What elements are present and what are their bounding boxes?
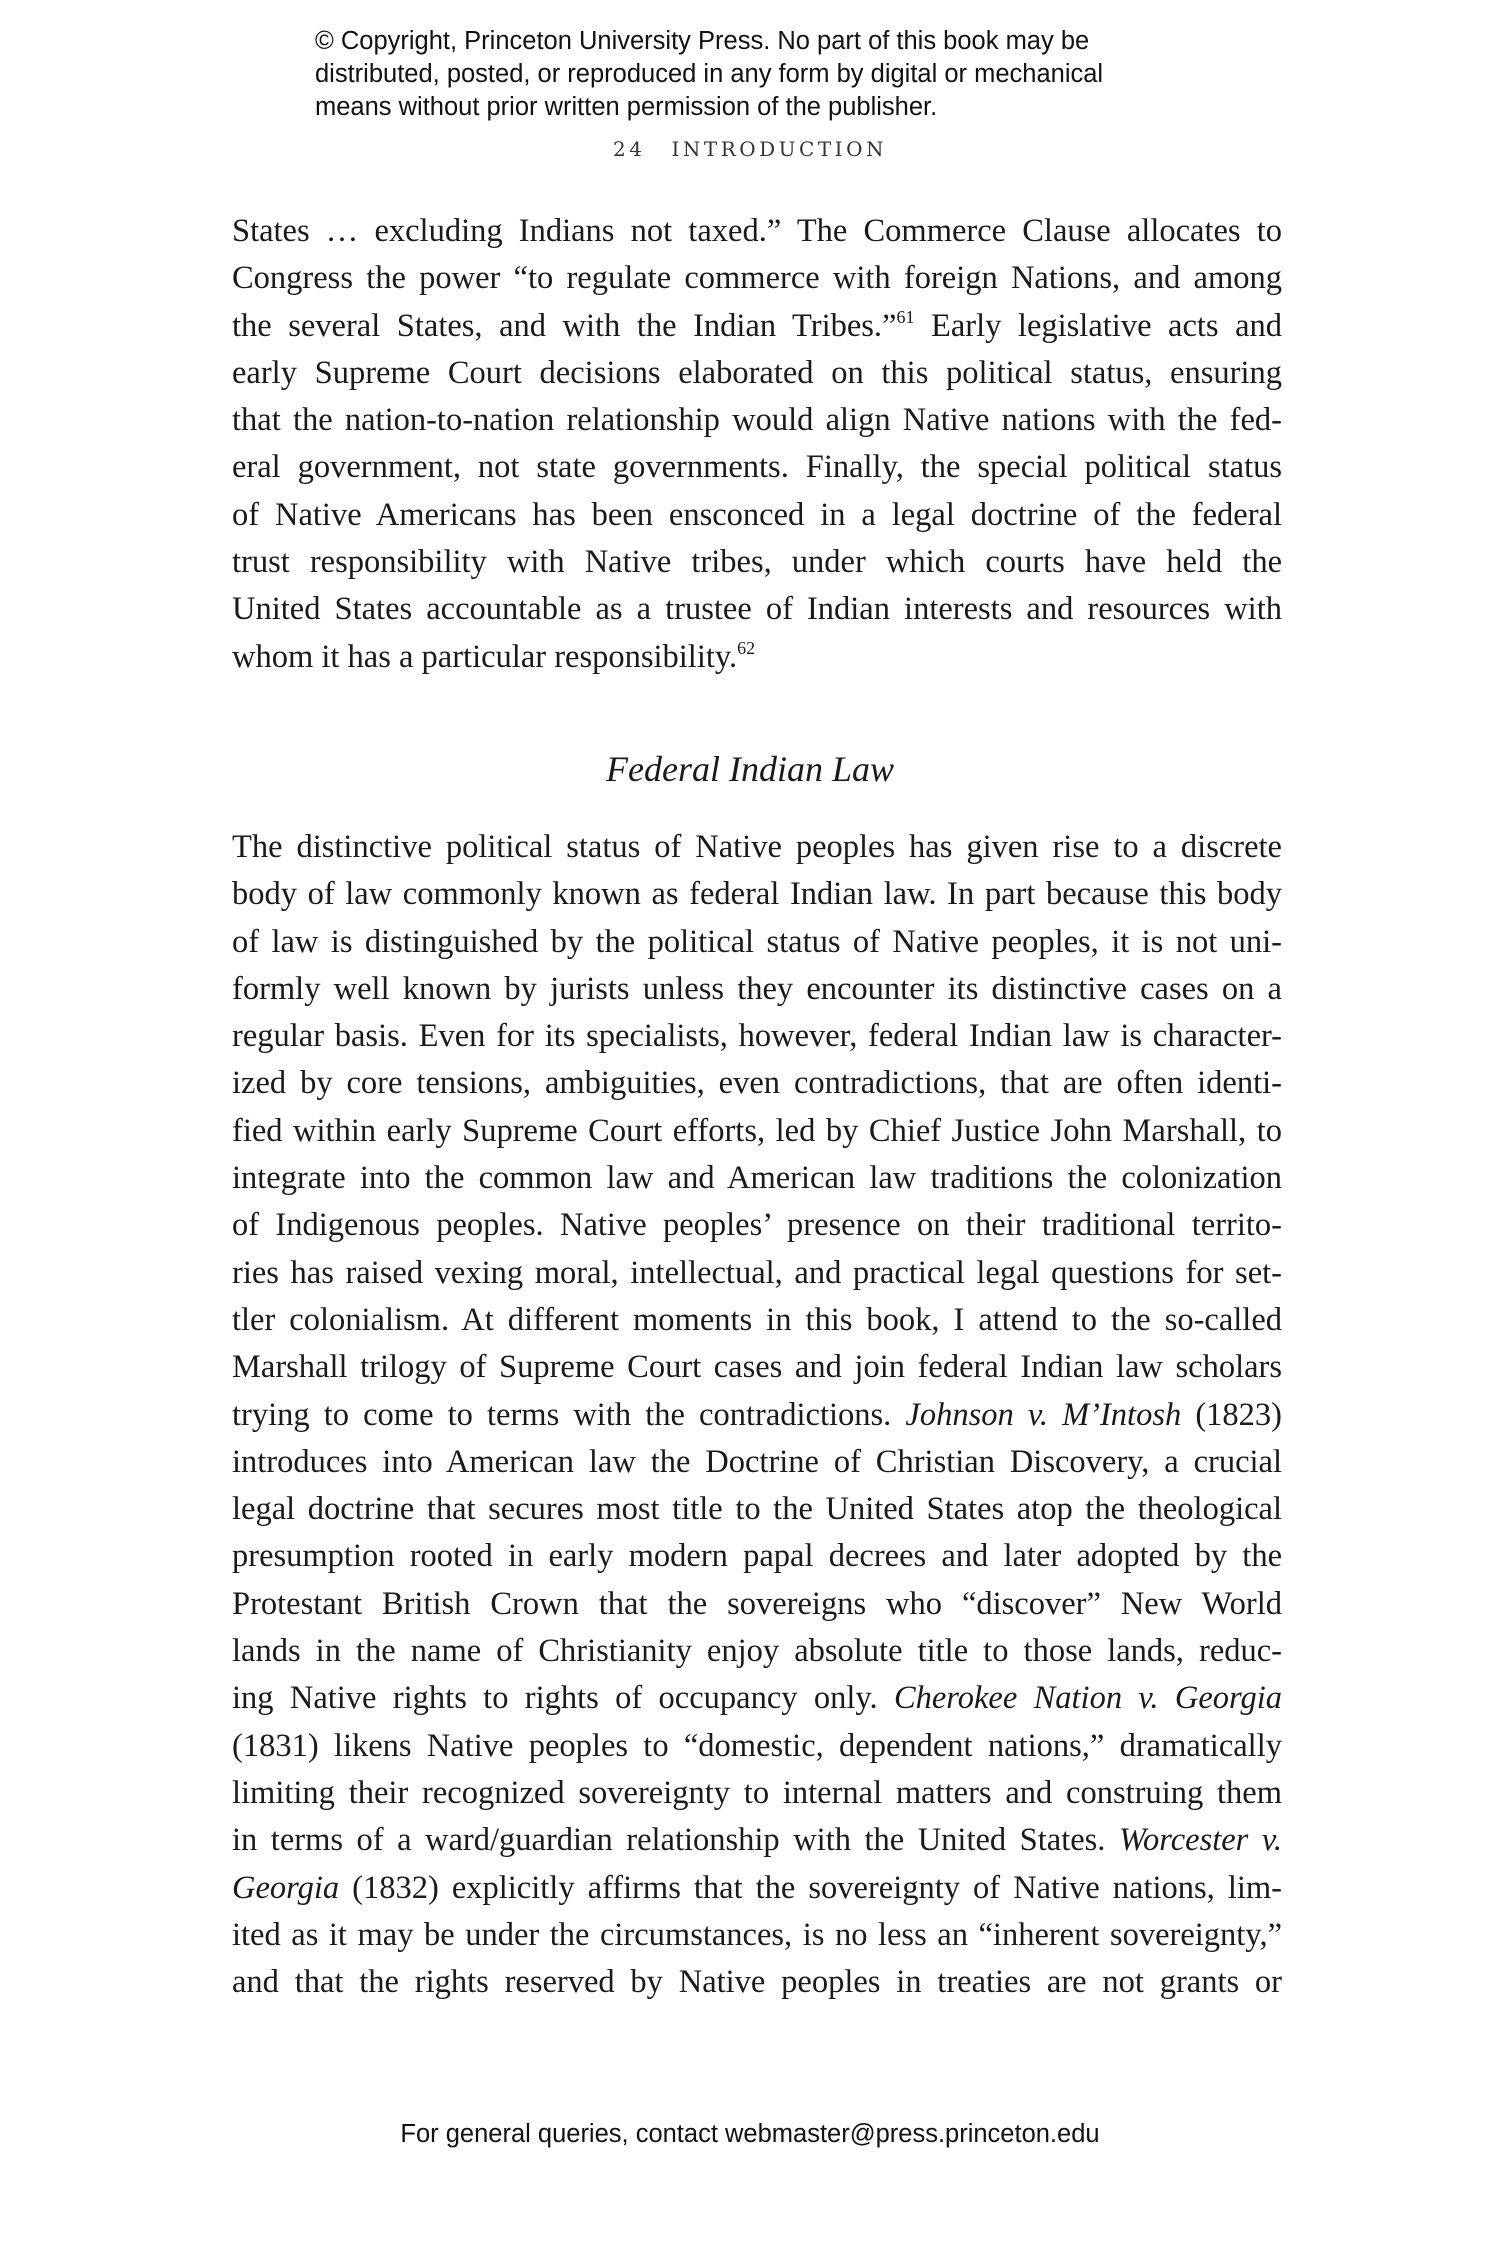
page-number: 24 [613,137,646,161]
text-line: introduces into American law the Doctrine of Christian Discovery, a crucial [232,1443,1282,1480]
footnote-ref: 61 [896,306,915,327]
text-line: trying to come to terms with the contradictions. Johnson v. M’Intosh (1823) [232,1396,1283,1433]
case-name: Johnson v. M’Intosh [905,1396,1182,1433]
text-line: in terms of a ward/guardian relationship with the United States. Worcester v. [232,1822,1282,1859]
text-line: of Native Americans has been ensconced in a legal doctrine of the federal [232,496,1282,533]
text-line: United States accountable as a trustee of Indian interests and resources with [232,591,1282,628]
text-line: limiting their recognized sovereignty to internal matters and construing them [232,1774,1282,1811]
text-line: presumption rooted in early modern papal decrees and later adopted by the [232,1538,1282,1575]
text-line: that the nation-to-nation relationship would align Native nations with the fed- [232,402,1282,439]
text-line: ited as it may be under the circumstances, is no less an “inherent sovereignty,” [232,1916,1282,1953]
footnote-ref: 62 [737,637,756,658]
copyright-notice [315,25,1215,124]
text-line: of law is distinguished by the political status of Native peoples, it is not uni- [232,923,1282,960]
running-head [0,137,1500,161]
paragraph-2 [232,824,1282,2006]
text-line: ized by core tensions, ambiguities, even contradictions, that are often identi- [232,1065,1282,1102]
text-line: ing Native rights to rights of occupancy only. Cherokee Nation v. Georgia [232,1680,1282,1717]
case-name: Georgia [232,1869,340,1906]
text-line: regular basis. Even for its specialists, however, federal Indian law is character- [232,1018,1282,1055]
text-line: the several States, and with the Indian Tribes.”$^{61}$ Early legislative acts and [232,306,1283,344]
copyright-line: means without prior written permission of the publisher. [315,93,938,121]
text-line: fied within early Supreme Court efforts, led by Chief Justice John Marshall, to [232,1112,1282,1149]
text-line: formly well known by jurists unless they encounter its distinctive cases on a [232,970,1282,1007]
text-line: Marshall trilogy of Supreme Court cases and join federal Indian law scholars [232,1349,1282,1386]
copyright-line: © Copyright, Princeton University Press. No part of this book may be [315,27,1090,55]
text-line: eral government, not state governments. Finally, the special political status [232,449,1282,486]
text-line: body of law commonly known as federal Indian law. In part because this body [232,876,1282,913]
text-line: States … excluding Indians not taxed.” The Commerce Clause allocates to [232,213,1282,249]
text-line: early Supreme Court decisions elaborated on this political status, ensuring [232,354,1282,391]
text-line: legal doctrine that secures most title to the United States atop the theological [232,1491,1282,1528]
text-line: integrate into the common law and American law traditions the colonization [232,1160,1282,1197]
text-line: tler colonialism. At different moments in this book, I attend to the so-called [232,1301,1282,1338]
footer-contact: For general queries, contact webmaster@press.princeton.edu [400,2120,1100,2148]
text-line: The distinctive political status of Native peoples has given rise to a discrete [232,829,1282,865]
case-name: Cherokee Nation v. Georgia [893,1680,1282,1717]
copyright-line: distributed, posted, or reproduced in any form by digital or mechanical [315,60,1104,88]
text-line: (1831) likens Native peoples to “domestic, dependent nations,” dramatically [232,1727,1282,1764]
case-name: Worcester v. [1118,1822,1282,1859]
text-line: lands in the name of Christianity enjoy absolute title to those lands, reduc- [232,1633,1282,1670]
chapter-title: INTRODUCTION [671,137,887,161]
text-line: trust responsibility with Native tribes, under which courts have held the [232,544,1282,581]
text-line: Protestant British Crown that the sovereigns who “discover” New World [232,1585,1282,1622]
text-line: Congress the power “to regulate commerce with foreign Nations, and among [232,260,1282,297]
section-heading: Federal Indian Law [606,749,894,789]
text-line: and that the rights reserved by Native peoples in treaties are not grants or [232,1964,1282,2001]
text-line: Georgia (1832) explicitly affirms that the sovereignty of Native nations, lim- [232,1869,1282,1906]
text-line: whom it has a particular responsibility.$^{62}$ [232,637,756,675]
paragraph-1 [232,208,1282,681]
text-line: ries has raised vexing moral, intellectual, and practical legal questions for set- [232,1254,1282,1291]
text-line: of Indigenous peoples. Native peoples’ presence on their traditional territo- [232,1207,1282,1244]
